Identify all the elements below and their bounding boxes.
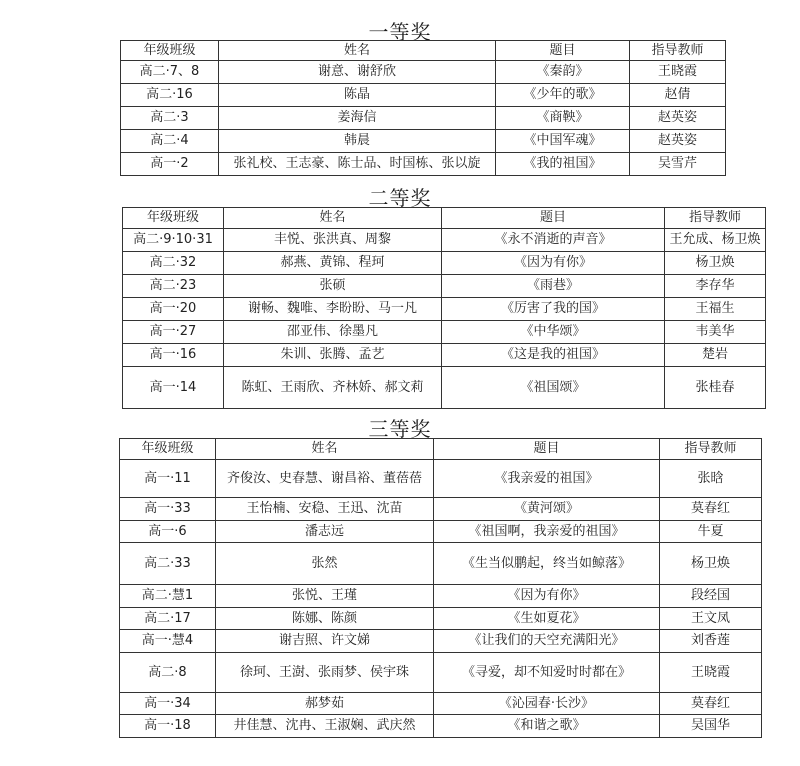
cell-names: 徐珂、王澍、张雨梦、侯宇珠 <box>216 653 434 693</box>
table-row <box>121 84 726 107</box>
first-prize-table <box>120 40 726 176</box>
cell-class: 高一·11 <box>120 460 216 498</box>
cell-teacher: 牛夏 <box>660 521 762 543</box>
cell-class: 高二·23 <box>123 275 224 298</box>
cell-names: 齐俊汝、史春慧、谢昌裕、董蓓蓓 <box>216 460 434 498</box>
cell-teacher: 杨卫焕 <box>660 543 762 585</box>
cell-class: 高二·33 <box>120 543 216 585</box>
cell-names: 朱训、张腾、孟艺 <box>224 344 442 367</box>
cell-names: 谢意、谢舒欣 <box>219 61 496 84</box>
cell-title: 《雨巷》 <box>442 275 665 298</box>
table-row <box>120 543 762 585</box>
table-row <box>120 630 762 653</box>
cell-teacher: 赵倩 <box>630 84 726 107</box>
cell-names: 丰悦、张洪真、周黎 <box>224 229 442 252</box>
cell-teacher: 王文凤 <box>660 608 762 630</box>
cell-title: 《厉害了我的国》 <box>442 298 665 321</box>
cell-teacher: 段经国 <box>660 585 762 608</box>
cell-title: 《我亲爱的祖国》 <box>434 460 660 498</box>
table-row <box>123 344 766 367</box>
cell-names: 陈娜、陈颜 <box>216 608 434 630</box>
table-row <box>123 229 766 252</box>
section-title-third-prize: 三等奖 <box>368 417 432 441</box>
section-title-first-prize: 一等奖 <box>368 20 432 44</box>
cell-teacher: 莫春红 <box>660 693 762 715</box>
table-row <box>121 130 726 153</box>
cell-class: 高一·2 <box>121 153 219 176</box>
cell-teacher: 王允成、杨卫焕 <box>665 229 766 252</box>
cell-teacher: 莫春红 <box>660 498 762 521</box>
cell-class: 高二·4 <box>121 130 219 153</box>
cell-title: 《祖国颂》 <box>442 367 665 409</box>
cell-names: 陈晶 <box>219 84 496 107</box>
cell-names: 张然 <box>216 543 434 585</box>
header-class: 年级班级 <box>123 208 224 229</box>
cell-names: 姜海信 <box>219 107 496 130</box>
cell-title: 《少年的歌》 <box>496 84 630 107</box>
header-teacher: 指导教师 <box>630 41 726 61</box>
table-row <box>120 715 762 738</box>
table-row <box>123 367 766 409</box>
cell-teacher: 吴雪芹 <box>630 153 726 176</box>
table-row <box>120 498 762 521</box>
cell-class: 高二·16 <box>121 84 219 107</box>
cell-class: 高二·7、8 <box>121 61 219 84</box>
cell-teacher: 王福生 <box>665 298 766 321</box>
header-title: 题目 <box>434 439 660 460</box>
cell-names: 郝燕、黄锦、程珂 <box>224 252 442 275</box>
header-class: 年级班级 <box>120 439 216 460</box>
header-teacher: 指导教师 <box>665 208 766 229</box>
cell-title: 《这是我的祖国》 <box>442 344 665 367</box>
table-row <box>121 61 726 84</box>
header-title: 题目 <box>496 41 630 61</box>
cell-class: 高二·32 <box>123 252 224 275</box>
cell-names: 邵亚伟、徐墨凡 <box>224 321 442 344</box>
cell-class: 高一·慧4 <box>120 630 216 653</box>
table-row <box>123 275 766 298</box>
cell-teacher: 李存华 <box>665 275 766 298</box>
cell-title: 《让我们的天空充满阳光》 <box>434 630 660 653</box>
cell-title: 《生当似鹏起，终当如鲸落》 <box>434 543 660 585</box>
cell-title: 《黄河颂》 <box>434 498 660 521</box>
cell-names: 陈虹、王雨欣、齐林娇、郝文莉 <box>224 367 442 409</box>
cell-class: 高一·16 <box>123 344 224 367</box>
cell-teacher: 张晗 <box>660 460 762 498</box>
cell-class: 高一·27 <box>123 321 224 344</box>
cell-class: 高一·6 <box>120 521 216 543</box>
cell-title: 《因为有你》 <box>434 585 660 608</box>
table-row <box>121 107 726 130</box>
cell-class: 高一·33 <box>120 498 216 521</box>
cell-names: 张礼校、王志豪、陈士品、时国栋、张以旋 <box>219 153 496 176</box>
cell-title: 《商鞅》 <box>496 107 630 130</box>
cell-teacher: 赵英姿 <box>630 107 726 130</box>
header-row <box>121 41 726 61</box>
cell-names: 韩晨 <box>219 130 496 153</box>
header-names: 姓名 <box>219 41 496 61</box>
cell-names: 井佳慧、沈冉、王淑娴、武庆然 <box>216 715 434 738</box>
cell-class: 高二·8 <box>120 653 216 693</box>
cell-class: 高二·9·10·31 <box>123 229 224 252</box>
cell-class: 高一·20 <box>123 298 224 321</box>
cell-title: 《中国军魂》 <box>496 130 630 153</box>
header-row <box>123 208 766 229</box>
header-names: 姓名 <box>216 439 434 460</box>
cell-title: 《祖国啊，我亲爱的祖国》 <box>434 521 660 543</box>
cell-names: 谢吉照、许文娣 <box>216 630 434 653</box>
cell-names: 张硕 <box>224 275 442 298</box>
cell-title: 《中华颂》 <box>442 321 665 344</box>
cell-class: 高二·3 <box>121 107 219 130</box>
cell-title: 《生如夏花》 <box>434 608 660 630</box>
cell-teacher: 王晓霞 <box>660 653 762 693</box>
table-row <box>120 585 762 608</box>
cell-title: 《因为有你》 <box>442 252 665 275</box>
header-class: 年级班级 <box>121 41 219 61</box>
cell-title: 《秦韵》 <box>496 61 630 84</box>
table-row <box>120 521 762 543</box>
table-row <box>123 321 766 344</box>
cell-teacher: 楚岩 <box>665 344 766 367</box>
cell-names: 张悦、王瑾 <box>216 585 434 608</box>
cell-class: 高二·17 <box>120 608 216 630</box>
cell-teacher: 刘香莲 <box>660 630 762 653</box>
cell-names: 王怡楠、安稳、王迅、沈苗 <box>216 498 434 521</box>
cell-class: 高二·慧1 <box>120 585 216 608</box>
cell-title: 《永不消逝的声音》 <box>442 229 665 252</box>
table-row <box>123 252 766 275</box>
section-title-second-prize: 二等奖 <box>368 186 432 210</box>
cell-class: 高一·34 <box>120 693 216 715</box>
table-row <box>120 653 762 693</box>
header-names: 姓名 <box>224 208 442 229</box>
cell-title: 《寻爱，却不知爱时时都在》 <box>434 653 660 693</box>
cell-names: 潘志远 <box>216 521 434 543</box>
cell-names: 谢畅、魏唯、李盼盼、马一凡 <box>224 298 442 321</box>
cell-teacher: 吴国华 <box>660 715 762 738</box>
cell-teacher: 张桂春 <box>665 367 766 409</box>
cell-teacher: 王晓霞 <box>630 61 726 84</box>
cell-teacher: 韦美华 <box>665 321 766 344</box>
cell-title: 《我的祖国》 <box>496 153 630 176</box>
cell-teacher: 杨卫焕 <box>665 252 766 275</box>
header-teacher: 指导教师 <box>660 439 762 460</box>
cell-class: 高一·18 <box>120 715 216 738</box>
table-row <box>120 460 762 498</box>
third-prize-table <box>119 438 762 738</box>
cell-title: 《沁园春·长沙》 <box>434 693 660 715</box>
second-prize-table <box>122 207 766 409</box>
cell-names: 郝梦茹 <box>216 693 434 715</box>
cell-teacher: 赵英姿 <box>630 130 726 153</box>
table-row <box>120 693 762 715</box>
table-row <box>120 608 762 630</box>
cell-class: 高一·14 <box>123 367 224 409</box>
header-title: 题目 <box>442 208 665 229</box>
header-row <box>120 439 762 460</box>
table-row <box>123 298 766 321</box>
table-row <box>121 153 726 176</box>
cell-title: 《和谐之歌》 <box>434 715 660 738</box>
